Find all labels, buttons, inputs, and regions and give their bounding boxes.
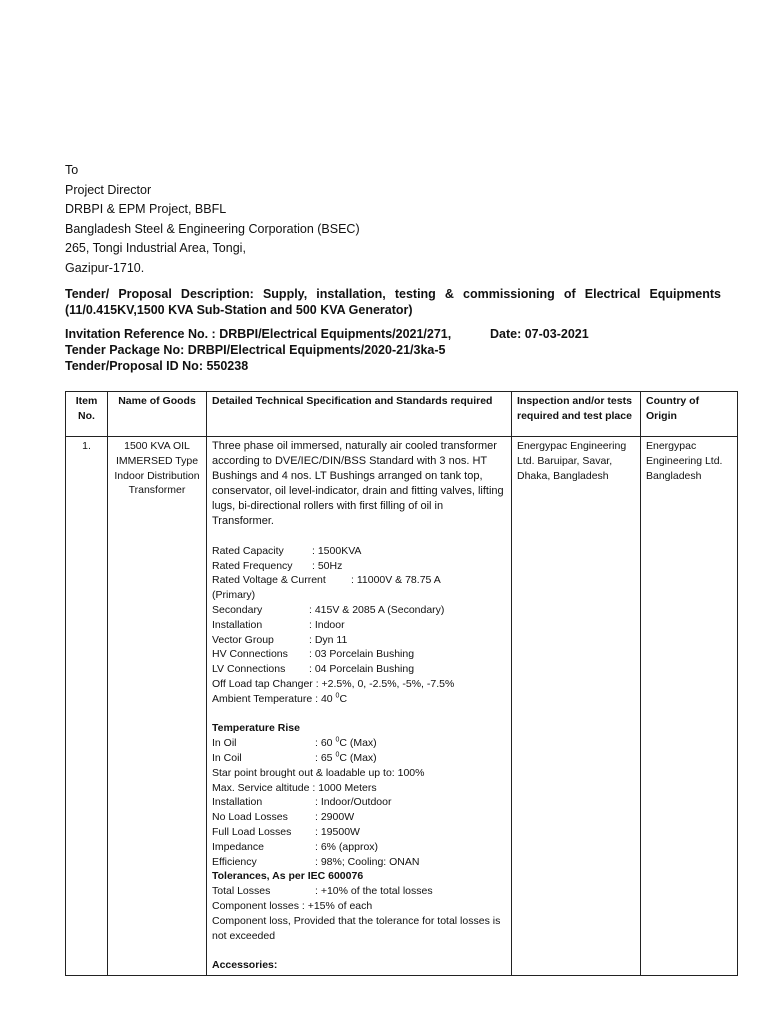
tender-date: Date: 07-03-2021 (490, 327, 589, 341)
address-line: 265, Tongi Industrial Area, Tongi, (65, 241, 246, 256)
temperature-rise-title: Temperature Rise (212, 722, 300, 735)
spec-line: Component loss, Provided that the tolerance for total losses is not exceeded (212, 914, 501, 942)
spec-line: LV Connections : 04 Porcelain Bushing (212, 663, 415, 676)
tolerances-title: Tolerances, As per IEC 600076 (212, 870, 364, 883)
spec-line: (Primary) (212, 589, 256, 602)
tender-references (65, 326, 725, 374)
spec-intro: Three phase oil immersed, naturally air cooled transformer according to DVE/IEC/DIN/BSS Standard with 3 nos. HT Bushings and 4 nos. LT Bushings arranged on tank top, conservator, oil level-indicator, drain and fitting valves, lifting lugs, bi-directional rollers with first filling of oil in Transformer. (212, 440, 504, 527)
spec-line: Ambient Temperature : 40 $^0$C (212, 692, 348, 705)
spec-line: Full Load Losses : 19500W (212, 825, 360, 838)
header-inspection: Inspection and/or tests required and test place (512, 392, 641, 437)
tender-package-no: Tender Package No: DRBPI/Electrical Equipments/2020-21/3ka-5 (65, 343, 446, 357)
specification-cell (207, 437, 512, 976)
accessories-title: Accessories: (212, 959, 278, 972)
inspection-place: Energypac Engineering Ltd. Baruipar, Savar, Dhaka, Bangladesh (512, 437, 641, 976)
spec-line: In Oil : 60 $^0$C (Max) (212, 736, 377, 750)
spec-line: Secondary : 415V & 2085 A (Secondary) (212, 603, 445, 616)
spec-line: Installation : Indoor (212, 618, 345, 631)
address-line: Bangladesh Steel & Engineering Corporation (BSEC) (65, 221, 360, 236)
spec-line: Installation : Indoor/Outdoor (212, 796, 392, 809)
header-name-of-goods: Name of Goods (108, 392, 207, 437)
tender-proposal-id: Tender/Proposal ID No: 550238 (65, 359, 249, 373)
specification-table (65, 391, 738, 976)
table-row (66, 437, 738, 976)
spec-line: Rated Voltage & Current : 11000V & 78.75 A (212, 574, 441, 587)
spec-line: Component losses : +15% of each (212, 899, 373, 912)
spec-line: In Coil : 65 $^0$C (Max) (212, 751, 377, 764)
spec-line: Max. Service altitude : 1000 Meters (212, 781, 377, 794)
tender-description: Tender/ Proposal Description: Supply, installation, testing & commissioning of Electrical Equipments (11/0.415KV,1500 KVA Sub-Station and 500 KVA Generator) (65, 287, 721, 317)
table-header-row (66, 392, 738, 437)
address-line: Project Director (65, 182, 152, 197)
spec-line: Star point brought out & loadable up to: 100% (212, 766, 425, 779)
spec-line: Rated Frequency : 50Hz (212, 559, 343, 572)
header-specification: Detailed Technical Specification and Standards required (207, 392, 512, 437)
address-block (65, 161, 360, 279)
country-of-origin: Energypac Engineering Ltd. Bangladesh (641, 437, 738, 976)
spec-line: HV Connections : 03 Porcelain Bushing (212, 648, 415, 661)
spec-line: Impedance : 6% (approx) (212, 840, 379, 853)
spec-line: Rated Capacity : 1500KVA (212, 544, 362, 557)
spec-line: Efficiency : 98%; Cooling: ONAN (212, 855, 420, 868)
spec-line: Vector Group : Dyn 11 (212, 633, 348, 646)
item-number: 1. (66, 437, 108, 976)
header-country: Country of Origin (641, 392, 738, 437)
address-to: To (65, 163, 79, 177)
goods-name: 1500 KVA OIL IMMERSED Type Indoor Distribution Transformer (108, 437, 207, 976)
address-line: DRBPI & EPM Project, BBFL (65, 202, 227, 217)
address-line: Gazipur-1710. (65, 260, 145, 275)
header-item-no: Item No. (66, 392, 108, 437)
spec-line: Off Load tap Changer : +2.5%, 0, -2.5%, -5%, -7.5% (212, 677, 455, 690)
spec-line: No Load Losses : 2900W (212, 811, 355, 824)
spec-line: Total Losses : +10% of the total losses (212, 885, 433, 898)
invitation-reference: Invitation Reference No. : DRBPI/Electrical Equipments/2021/271, (65, 327, 452, 341)
